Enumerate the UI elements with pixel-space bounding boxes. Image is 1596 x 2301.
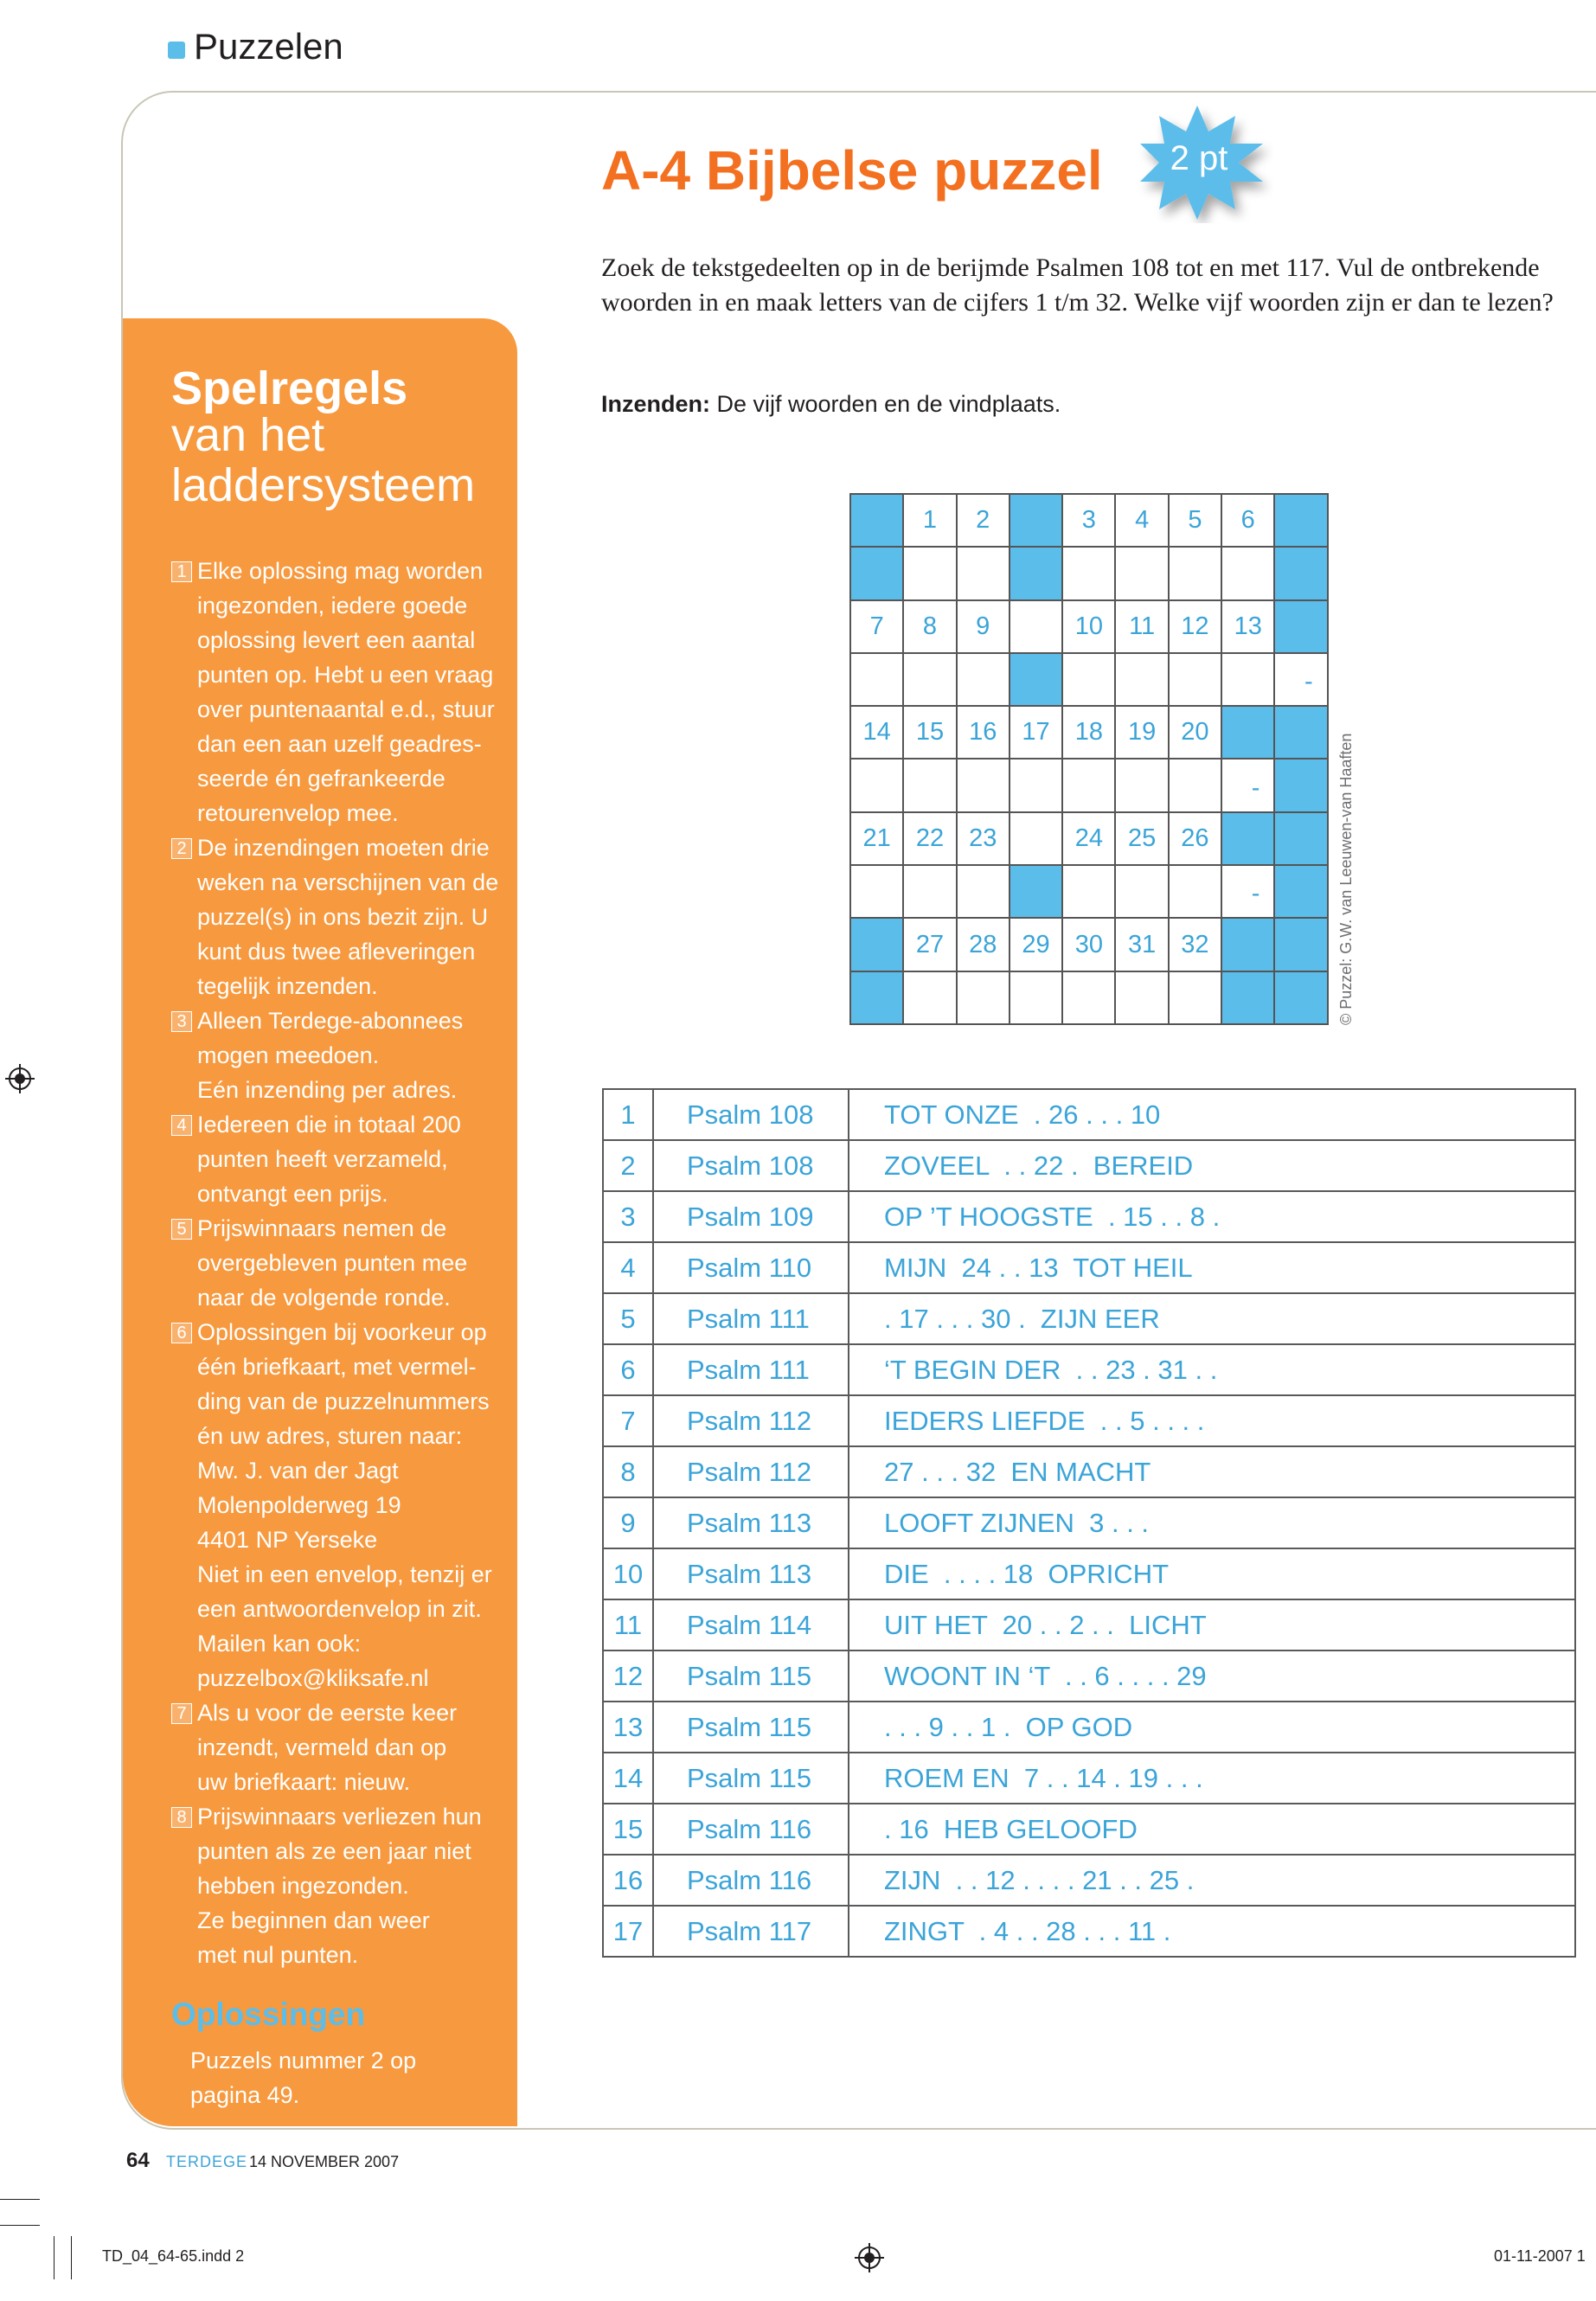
grid-cell[interactable]: [850, 653, 903, 706]
rule-text: Prijswinnaars verliezen hun punten als ze een jaar niet hebben ingezonden. Ze beginnen dan weer met nul punten.: [197, 1804, 482, 1968]
grid-cell[interactable]: 24: [1062, 812, 1115, 865]
rule-number: 5: [171, 1219, 192, 1240]
clue-text: MIJN 24 . . 13 TOT HEIL: [849, 1242, 1575, 1293]
grid-cell[interactable]: [1010, 600, 1062, 653]
grid-cell[interactable]: [957, 865, 1010, 918]
clue-psalm: Psalm 112: [653, 1395, 849, 1446]
clue-number: 15: [603, 1804, 653, 1855]
grid-cell[interactable]: 25: [1115, 812, 1168, 865]
grid-cell-blocked: [1274, 918, 1327, 971]
grid-cell[interactable]: [903, 759, 956, 811]
grid-cell[interactable]: [1010, 812, 1062, 865]
grid-cell[interactable]: 3: [1062, 494, 1115, 547]
grid-cell-blocked: [1274, 706, 1327, 759]
grid-cell-blocked: [1221, 706, 1274, 759]
grid-cell[interactable]: [903, 653, 956, 706]
grid-cell[interactable]: [1169, 865, 1221, 918]
grid-cell[interactable]: 30: [1062, 918, 1115, 971]
points-badge: [1138, 102, 1273, 223]
rule-number: 1: [171, 561, 192, 582]
grid-cell[interactable]: [903, 547, 956, 599]
clue-psalm: Psalm 113: [653, 1497, 849, 1548]
grid-cell[interactable]: 17: [1010, 706, 1062, 759]
clue-row: [603, 1497, 1575, 1548]
grid-cell[interactable]: [957, 759, 1010, 811]
clue-psalm: Psalm 116: [653, 1804, 849, 1855]
rule-number: 6: [171, 1323, 192, 1343]
rule-item: [171, 1799, 517, 1972]
grid-cell[interactable]: 13: [1221, 600, 1274, 653]
rules-subtitle: van het laddersysteem: [171, 410, 476, 510]
grid-cell[interactable]: 31: [1115, 918, 1168, 971]
grid-cell[interactable]: 23: [957, 812, 1010, 865]
slug-date: 01-11-2007 1: [1494, 2247, 1586, 2265]
grid-cell-blocked: [850, 494, 903, 547]
grid-cell[interactable]: 20: [1169, 706, 1221, 759]
clue-text: . 17 . . . 30 . ZIJN EER: [849, 1293, 1575, 1344]
grid-cell[interactable]: 15: [903, 706, 956, 759]
rule-text: Alleen Terdege-abonnees mogen meedoen. Eén inzending per adres.: [197, 1008, 464, 1103]
grid-cell[interactable]: [850, 865, 903, 918]
grid-cell[interactable]: [957, 971, 1010, 1024]
grid-cell[interactable]: [1010, 759, 1062, 811]
clue-number: 3: [603, 1191, 653, 1242]
clue-row: [603, 1191, 1575, 1242]
clue-number: 2: [603, 1140, 653, 1191]
points-label: 2 pt: [1170, 139, 1228, 177]
clue-psalm: Psalm 114: [653, 1599, 849, 1650]
clue-number: 7: [603, 1395, 653, 1446]
registration-mark-icon: [855, 2243, 884, 2272]
clue-text: ROEM EN 7 . . 14 . 19 . . .: [849, 1753, 1575, 1804]
clue-psalm: Psalm 108: [653, 1140, 849, 1191]
puzzle-intro: Zoek de tekstgedeelten op in de berijmde Psalmen 108 tot en met 117. Vul de ontbrekende woorden in en maak letters van de cijfers 1 t/m 32. Welke vijf woorden zijn er dan te lezen?: [601, 253, 1554, 317]
rule-text: Iedereen die in totaal 200 punten heeft verzameld, ontvangt een prijs.: [197, 1112, 461, 1207]
grid-cell[interactable]: [1221, 653, 1274, 706]
grid-cell[interactable]: 6: [1221, 494, 1274, 547]
issue-date: 14 NOVEMBER 2007: [249, 2153, 400, 2170]
publication-name: TERDEGE: [166, 2153, 248, 2170]
clue-row: [603, 1753, 1575, 1804]
rule-text: Oplossingen bij voorkeur op één briefkaart, met vermel- ding van de puzzelnummers én uw adres, sturen naar: Mw. J. van der Jagt Molenpolderweg 19 4401 NP Yerseke Niet in een envelop, tenzij er een antwoordenvelop in zit. Mailen kan ook: puzzelbox@kliksafe.nl: [197, 1319, 492, 1691]
rule-number: 2: [171, 838, 192, 859]
clue-text: ZINGT . 4 . . 28 . . . 11 .: [849, 1906, 1575, 1957]
clue-psalm: Psalm 109: [653, 1191, 849, 1242]
clue-number: 8: [603, 1446, 653, 1497]
grid-cell[interactable]: 27: [903, 918, 956, 971]
clue-row: [603, 1906, 1575, 1957]
slug-filename: TD_04_64-65.indd 2: [102, 2247, 245, 2265]
grid-cell[interactable]: [1115, 653, 1168, 706]
clue-row: [603, 1599, 1575, 1650]
grid-cell-blocked: [1274, 600, 1327, 653]
rule-text: Prijswinnaars nemen de overgebleven punten mee naar de volgende ronde.: [197, 1215, 468, 1311]
grid-cell[interactable]: 7: [850, 600, 903, 653]
rule-item: [171, 554, 517, 830]
puzzle-credit: © Puzzel: G.W. van Leeuwen-van Haaften: [1337, 733, 1355, 1025]
puzzle-grid: [849, 493, 1329, 1025]
clue-text: ZOVEEL . . 22 . BEREID: [849, 1140, 1575, 1191]
grid-cell[interactable]: 21: [850, 812, 903, 865]
grid-cell[interactable]: [1115, 547, 1168, 599]
crop-mark: [71, 2236, 72, 2279]
grid-cell[interactable]: 14: [850, 706, 903, 759]
grid-cell[interactable]: 10: [1062, 600, 1115, 653]
solutions-title: Oplossingen: [171, 1997, 366, 2032]
clue-text: . . . 9 . . 1 . OP GOD: [849, 1702, 1575, 1753]
clue-text: OP ’T HOOGSTE . 15 . . 8 .: [849, 1191, 1575, 1242]
grid-cell[interactable]: 1: [903, 494, 956, 547]
crop-mark: [0, 2225, 40, 2226]
clue-psalm: Psalm 111: [653, 1293, 849, 1344]
grid-cell[interactable]: 19: [1115, 706, 1168, 759]
clue-psalm: Psalm 111: [653, 1344, 849, 1395]
grid-cell[interactable]: -: [1221, 759, 1274, 811]
clue-number: 12: [603, 1650, 653, 1702]
grid-cell-blocked: [1274, 547, 1327, 599]
clue-psalm: Psalm 113: [653, 1548, 849, 1599]
clue-text: TOT ONZE . 26 . . . 10: [849, 1089, 1575, 1140]
clue-row: [603, 1855, 1575, 1906]
grid-cell[interactable]: 29: [1010, 918, 1062, 971]
grid-cell[interactable]: [957, 547, 1010, 599]
grid-cell[interactable]: 2: [957, 494, 1010, 547]
clue-text: 27 . . . 32 EN MACHT: [849, 1446, 1575, 1497]
grid-cell[interactable]: [903, 971, 956, 1024]
clue-number: 13: [603, 1702, 653, 1753]
registration-mark-icon: [5, 1064, 35, 1093]
grid-cell[interactable]: [1115, 865, 1168, 918]
grid-cell[interactable]: [1169, 759, 1221, 811]
rule-item: [171, 1107, 517, 1211]
page-number: 64: [126, 2149, 150, 2172]
clue-row: [603, 1804, 1575, 1855]
clue-text: ‘T BEGIN DER . . 23 . 31 . .: [849, 1344, 1575, 1395]
clue-row: [603, 1650, 1575, 1702]
grid-cell-blocked: [1274, 759, 1327, 811]
clue-number: 9: [603, 1497, 653, 1548]
grid-cell-blocked: [850, 971, 903, 1024]
rule-text: Als u voor de eerste keer inzendt, vermeld dan op uw briefkaart: nieuw.: [197, 1700, 458, 1795]
grid-cell[interactable]: 11: [1115, 600, 1168, 653]
submit-label: Inzenden:: [601, 391, 710, 417]
clue-number: 16: [603, 1855, 653, 1906]
submit-text: De vijf woorden en de vindplaats.: [710, 391, 1061, 417]
grid-cell[interactable]: [1010, 971, 1062, 1024]
clue-row: [603, 1242, 1575, 1293]
grid-cell-blocked: [1274, 812, 1327, 865]
grid-cell[interactable]: [1062, 653, 1115, 706]
clue-text: WOONT IN ‘T . . 6 . . . . 29: [849, 1650, 1575, 1702]
clue-row: [603, 1293, 1575, 1344]
clue-psalm: Psalm 115: [653, 1702, 849, 1753]
rule-item: [171, 1211, 517, 1315]
grid-cell[interactable]: [1115, 759, 1168, 811]
grid-cell[interactable]: [850, 759, 903, 811]
clue-row: [603, 1395, 1575, 1446]
rule-item: [171, 830, 517, 1003]
grid-cell-blocked: [850, 918, 903, 971]
clue-number: 17: [603, 1906, 653, 1957]
grid-cell[interactable]: 9: [957, 600, 1010, 653]
solutions-text: Puzzels nummer 2 op pagina 49.: [190, 2048, 417, 2108]
clue-row: [603, 1089, 1575, 1140]
grid-cell[interactable]: [1169, 971, 1221, 1024]
grid-cell[interactable]: [903, 865, 956, 918]
clue-row: [603, 1702, 1575, 1753]
grid-cell[interactable]: 12: [1169, 600, 1221, 653]
clue-row: [603, 1446, 1575, 1497]
clue-psalm: Psalm 112: [653, 1446, 849, 1497]
rule-number: 8: [171, 1807, 192, 1828]
clue-text: UIT HET 20 . . 2 . . LICHT: [849, 1599, 1575, 1650]
grid-cell[interactable]: [1169, 547, 1221, 599]
grid-cell-blocked: [1274, 494, 1327, 547]
grid-cell[interactable]: 26: [1169, 812, 1221, 865]
section-title: Puzzelen: [194, 26, 343, 67]
grid-cell[interactable]: [1115, 971, 1168, 1024]
clue-number: 4: [603, 1242, 653, 1293]
clue-text: IEDERS LIEFDE . . 5 . . . .: [849, 1395, 1575, 1446]
grid-cell[interactable]: [1062, 971, 1115, 1024]
rule-item: [171, 1003, 517, 1107]
rules-sidebar: [123, 318, 517, 2126]
grid-cell-blocked: [1010, 494, 1062, 547]
grid-cell[interactable]: 4: [1115, 494, 1168, 547]
clue-psalm: Psalm 108: [653, 1089, 849, 1140]
grid-cell[interactable]: -: [1274, 653, 1327, 706]
section-marker: [168, 42, 185, 59]
clue-row: [603, 1344, 1575, 1395]
clue-table: [602, 1088, 1576, 1958]
rule-number: 4: [171, 1115, 192, 1136]
grid-cell[interactable]: 22: [903, 812, 956, 865]
grid-cell-blocked: [1010, 865, 1062, 918]
grid-cell-blocked: [1274, 865, 1327, 918]
clue-psalm: Psalm 110: [653, 1242, 849, 1293]
grid-cell[interactable]: 5: [1169, 494, 1221, 547]
rules-title: Spelregels: [171, 362, 408, 414]
clue-row: [603, 1548, 1575, 1599]
clue-psalm: Psalm 115: [653, 1650, 849, 1702]
clue-number: 5: [603, 1293, 653, 1344]
grid-cell-blocked: [1221, 812, 1274, 865]
grid-cell[interactable]: [1062, 865, 1115, 918]
rule-item: [171, 1315, 517, 1695]
grid-cell[interactable]: [957, 653, 1010, 706]
clue-number: 11: [603, 1599, 653, 1650]
clue-row: [603, 1140, 1575, 1191]
grid-cell-blocked: [1010, 653, 1062, 706]
puzzle-title: A-4 Bijbelse puzzel: [601, 139, 1103, 202]
grid-cell[interactable]: [1221, 547, 1274, 599]
crop-mark: [0, 2199, 40, 2200]
clue-text: . 16 HEB GELOOFD: [849, 1804, 1575, 1855]
clue-text: LOOFT ZIJNEN 3 . . .: [849, 1497, 1575, 1548]
rule-number: 3: [171, 1011, 192, 1032]
grid-cell[interactable]: 32: [1169, 918, 1221, 971]
grid-cell[interactable]: 8: [903, 600, 956, 653]
clue-text: DIE . . . . 18 OPRICHT: [849, 1548, 1575, 1599]
clue-psalm: Psalm 117: [653, 1906, 849, 1957]
submit-instruction: [601, 391, 1061, 418]
clue-psalm: Psalm 115: [653, 1753, 849, 1804]
grid-cell[interactable]: 16: [957, 706, 1010, 759]
grid-cell[interactable]: 18: [1062, 706, 1115, 759]
grid-cell[interactable]: [1062, 547, 1115, 599]
grid-cell-blocked: [1221, 918, 1274, 971]
clue-number: 10: [603, 1548, 653, 1599]
clue-number: 1: [603, 1089, 653, 1140]
clue-text: ZIJN . . 12 . . . . 21 . . 25 .: [849, 1855, 1575, 1906]
rules-list: [171, 554, 517, 1972]
grid-cell[interactable]: [1169, 653, 1221, 706]
clue-number: 6: [603, 1344, 653, 1395]
rule-number: 7: [171, 1703, 192, 1724]
grid-cell-blocked: [1010, 547, 1062, 599]
clue-number: 14: [603, 1753, 653, 1804]
grid-cell[interactable]: [1062, 759, 1115, 811]
rule-text: Elke oplossing mag worden ingezonden, iedere goede oplossing levert een aantal punten op. Hebt u een vraag over puntenaantal e.d., stuur dan een aan uzelf geadres- seerde én gefrankeerde retourenvelop mee.: [197, 558, 495, 826]
rule-item: [171, 1695, 517, 1799]
clue-psalm: Psalm 116: [653, 1855, 849, 1906]
grid-cell[interactable]: -: [1221, 865, 1274, 918]
grid-cell-blocked: [850, 547, 903, 599]
grid-cell-blocked: [1221, 971, 1274, 1024]
grid-cell[interactable]: 28: [957, 918, 1010, 971]
grid-cell-blocked: [1274, 971, 1327, 1024]
rule-text: De inzendingen moeten drie weken na verschijnen van de puzzel(s) in ons bezit zijn. U kunt dus twee afleveringen tegelijk inzenden.: [197, 835, 499, 999]
